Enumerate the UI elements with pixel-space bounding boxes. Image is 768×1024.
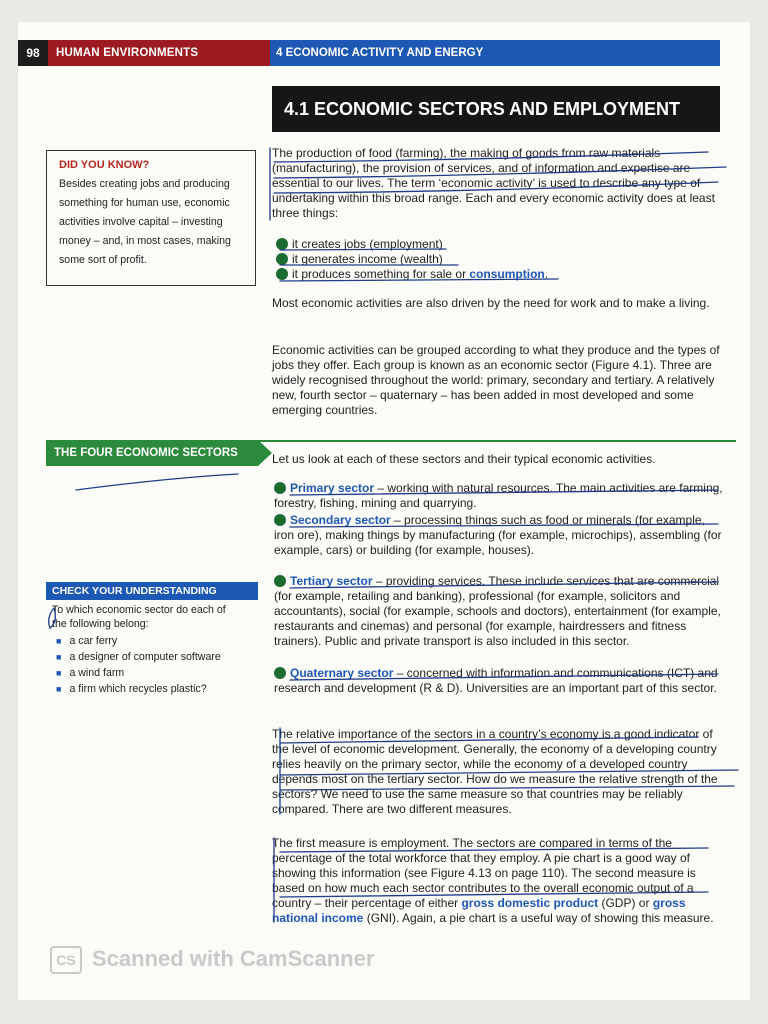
sector-desc: – processing things such as food or minerals (for example, iron ore), making things by manufacturing (for example, microchips), assembling (for example, cars) or building (for example, houses).: [274, 513, 722, 557]
sector-desc: – concerned with information and communications (ICT) and research and development (R & D). Universities are an important part of this sector.: [274, 666, 718, 695]
work-paragraph: Most economic activities are also driven by the need for work and to make a living.: [272, 296, 710, 310]
bullet-tail: .: [544, 267, 549, 281]
camscanner-logo-icon: CS: [50, 946, 82, 974]
glossary-term-gdp: gross domestic product: [461, 896, 599, 910]
check-understanding-question: To which economic sector do each of the following belong:: [52, 604, 226, 630]
camscanner-watermark: [50, 946, 374, 974]
header-section-right: 4 ECONOMIC ACTIVITY AND ENERGY: [270, 40, 720, 66]
list-item: ■ a firm which recycles plastic?: [56, 681, 221, 697]
list-item: ■ a designer of computer software: [56, 649, 221, 665]
sector-name: Primary sector: [290, 481, 375, 495]
four-sectors-tab: THE FOUR ECONOMIC SECTORS: [46, 440, 258, 466]
pen-underline: [280, 848, 708, 852]
sector-name: Quaternary sector: [290, 666, 394, 680]
bullet-text: it produces something for sale or: [292, 267, 470, 281]
bullet-text: it generates income (wealth): [292, 252, 443, 266]
pen-underline: [290, 524, 718, 527]
pen-underline: [274, 167, 726, 178]
pen-underline: [280, 737, 698, 743]
measure-text: (GNI). Again, a pie chart is a useful way of showing this measure.: [363, 911, 714, 925]
sector-desc: – working with natural resources. The main activities are farming, forestry, fishing, mining and quarrying.: [274, 481, 723, 510]
grouping-paragraph: Economic activities can be grouped according to what they produce and the types of jobs they offer. Each group is known as an economic sector (Figure 4.1). Three are widely recognised throughout the world: primary, secondary and tertiary. A relatively new, fourth sector – quaternary – has been added in most developed and some emerging countries.: [272, 343, 720, 417]
list-item: ■ a wind farm: [56, 665, 221, 681]
bullet-text: it creates jobs (employment): [292, 237, 443, 251]
did-you-know-heading: DID YOU KNOW?: [59, 159, 150, 171]
did-you-know-text: Besides creating jobs and producing something for human use, economic activities involve capital – investing money – and, in most cases, making some sort of profit.: [59, 178, 231, 266]
watermark-text: Scanned with CamScanner: [92, 946, 375, 971]
pen-underline: [280, 786, 734, 790]
glossary-term-gni: gross national income: [272, 896, 686, 925]
list-item: ■ a car ferry: [56, 633, 221, 649]
page-number: 98: [18, 40, 48, 66]
pen-underline: [280, 770, 738, 775]
sector-desc: – providing services. These include services that are commercial (for example, retailing and banking), professional (for example, solicitors and accountants), social (for example, schools and doctors), entertainment (for example, restaurants and cinemas) and personal (for example, hairdressers and fitness trainers). Public and private transport is also included in this sector.: [274, 574, 721, 648]
pen-underline: [290, 582, 718, 588]
measure-text: (GDP) or: [598, 896, 653, 910]
check-understanding-heading: CHECK YOUR UNDERSTANDING: [46, 582, 258, 600]
intro-paragraph: The production of food (farming), the making of goods from raw materials (manufacturing), the provision of services, and of information and expertise are essential to our lives. The term ‘economic activity’ is used to describe any type of undertaking within this broad range. Each and every economic activity does at least three things:: [272, 146, 715, 220]
pen-underline: [274, 182, 718, 193]
glossary-term-consumption: consumption: [469, 267, 545, 281]
pen-mark: [49, 608, 56, 628]
pen-underline: [280, 279, 558, 281]
sector-name: Secondary sector: [290, 513, 391, 527]
textbook-page: [18, 22, 750, 1000]
sectors-lead: Let us look at each of these sectors and their typical economic activities.: [272, 452, 656, 466]
pen-underline: [274, 152, 708, 162]
pen-annotations: [18, 22, 750, 1000]
pen-underline: [290, 674, 718, 680]
page-title: 4.1 ECONOMIC SECTORS AND EMPLOYMENT: [272, 86, 720, 132]
pen-underline: [280, 892, 708, 897]
measure-text: The first measure is employment. The sectors are compared in terms of the percentage of the total workforce that they employ. A pie chart is a good way of showing this information (see Figure 4.13 on page 110). The second measure is based on how much each sector contributes to the overall economic output of a country – their percentage of either: [272, 836, 696, 910]
relative-importance-paragraph: The relative importance of the sectors in a country’s economy is a good indicator of the level of economic development. Generally, the economy of a developing country relies heavily on the primary sector, while the economy of a developed country depends most on the tertiary sector. How do we measure the relative strength of the sectors? We need to use the same measure so that countries may be reliably compared. There are two different measures.: [272, 727, 718, 816]
pen-underline: [280, 249, 446, 250]
pen-arrow: [76, 474, 238, 490]
sector-name: Tertiary sector: [290, 574, 373, 588]
pen-underline: [290, 490, 718, 495]
header-section-left: HUMAN ENVIRONMENTS: [56, 47, 199, 59]
